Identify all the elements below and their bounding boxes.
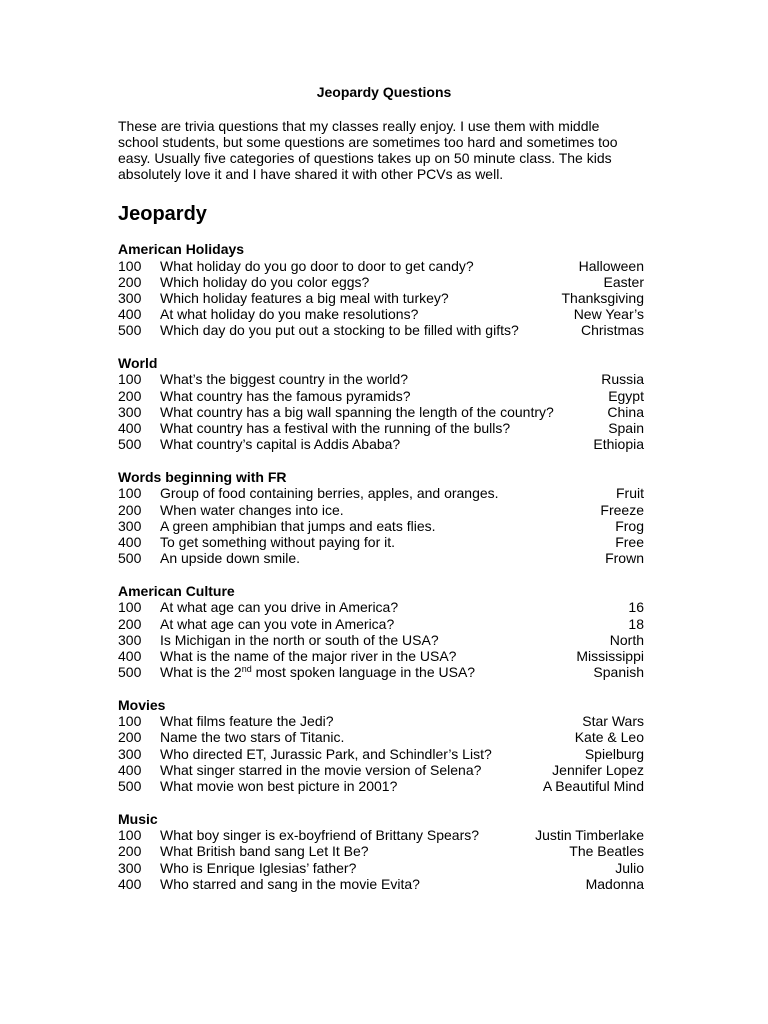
question-text: Name the two stars of Titanic. [160,729,345,746]
question-row [118,518,644,534]
question-row [118,664,644,680]
question-points: 400 [118,533,142,550]
question-row [118,306,644,322]
question-row [118,502,644,518]
question-points: 100 [118,371,142,388]
question-answer: Freeze [600,501,644,518]
intro-line: These are trivia questions that my classes really enjoy. I use them with middle [118,118,600,134]
question-row [118,388,644,404]
question-answer: Russia [601,371,644,388]
question-answer: Spielburg [584,745,644,762]
question-text: A green amphibian that jumps and eats flies. [160,517,436,534]
question-text-part: What is the 2 [160,664,242,681]
question-row [118,404,644,420]
question-points: 200 [118,615,142,632]
question-text: What country has the famous pyramids? [160,387,411,404]
question-points: 200 [118,729,142,746]
question-points: 500 [118,550,142,567]
category-name: Words beginning with FR [118,468,287,485]
section-heading: Jeopardy [118,203,207,225]
question-points: 400 [118,875,142,892]
category-name: Music [118,810,158,827]
category-block [118,469,644,566]
question-row [118,485,644,501]
question-points: 200 [118,273,142,290]
question-answer: A Beautiful Mind [542,778,644,794]
document-title: Jeopardy Questions [316,84,452,100]
question-points: 300 [118,859,142,876]
question-points: 400 [118,761,142,778]
question-row [118,860,644,876]
question-text: Group of food containing berries, apples, and oranges. [160,485,499,502]
category-block [118,697,644,794]
question-points: 300 [118,631,142,648]
question-answer: Spain [608,420,644,436]
question-points: 100 [118,713,142,730]
question-text [160,664,475,680]
question-answer: North [609,631,644,648]
question-row [118,322,644,338]
category-block [118,355,644,452]
question-row [118,713,644,729]
question-answer: Egypt [608,387,644,404]
question-answer: Spanish [593,664,644,681]
question-text: Who directed ET, Jurassic Park, and Schindler’s List? [160,745,492,762]
question-row [118,371,644,387]
question-row [118,436,644,452]
question-text: What films feature the Jedi? [160,713,334,730]
question-points: 300 [118,517,142,534]
question-answer: Justin Timberlake [535,827,644,844]
question-points: 200 [118,387,142,404]
question-answer: Frown [605,550,644,567]
question-text: What singer starred in the movie version of Selena? [160,761,482,778]
question-answer: Star Wars [582,713,644,730]
question-answer: Free [615,533,644,550]
question-text: What country has a festival with the running of the bulls? [160,420,511,436]
question-answer: Madonna [585,875,644,892]
question-row [118,843,644,859]
question-answer: China [607,403,644,420]
question-row [118,420,644,436]
question-answer: Fruit [616,485,644,502]
question-points: 100 [118,485,142,502]
category-name: Movies [118,696,166,713]
question-points: 100 [118,827,142,844]
category-name: American Culture [118,582,235,599]
question-text: When water changes into ice. [160,501,344,518]
category-name: American Holidays [118,241,245,257]
question-row [118,729,644,745]
question-points: 400 [118,647,142,664]
ordinal-superscript: nd [241,664,252,675]
category-block [118,811,644,892]
question-answer: Julio [615,859,644,876]
question-text: Which day do you put out a stocking to be filled with gifts? [160,322,519,339]
question-text: What’s the biggest country in the world? [160,371,408,388]
question-text: What movie won best picture in 2001? [160,778,398,794]
question-points: 100 [118,257,142,274]
question-answer: Christmas [580,322,644,339]
question-text: An upside down smile. [160,550,301,567]
question-text: To get something without paying for it. [160,533,396,550]
question-answer: Kate & Leo [574,729,644,746]
question-answer: Halloween [578,257,644,274]
question-text: What holiday do you go door to door to get candy? [160,257,474,274]
question-text: What boy singer is ex-boyfriend of Brittany Spears? [160,827,480,844]
question-row [118,599,644,615]
question-row [118,534,644,550]
question-points: 100 [118,599,142,616]
question-points: 400 [118,306,142,323]
question-answer: 18 [628,615,644,632]
category-name: World [118,354,158,371]
question-text: At what age can you drive in America? [160,599,399,616]
question-points: 500 [118,322,142,339]
question-points: 500 [118,436,142,453]
question-row [118,632,644,648]
question-answer: Thanksgiving [561,289,644,306]
question-row [118,616,644,632]
question-row [118,290,644,306]
category-list [118,241,644,908]
category-block [118,583,644,680]
question-row [118,258,644,274]
question-row [118,827,644,843]
question-text: Which holiday features a big meal with turkey? [160,289,449,306]
question-row [118,746,644,762]
question-text: Which holiday do you color eggs? [160,273,370,290]
intro-line: school students, but some questions are sometimes too hard and sometimes too [118,134,618,150]
question-points: 300 [118,745,142,762]
question-row [118,274,644,290]
question-points: 500 [118,778,142,794]
question-points: 200 [118,843,142,860]
question-text: What country has a big wall spanning the length of the country? [160,403,554,420]
question-text-part: most spoken language in the USA? [251,664,476,681]
question-row [118,762,644,778]
question-points: 200 [118,501,142,518]
category-block [118,241,644,338]
question-answer: Jennifer Lopez [552,761,644,778]
question-answer: Frog [615,517,644,534]
question-answer: The Beatles [569,843,644,860]
question-row [118,778,644,794]
question-text: Who is Enrique Iglesias’ father? [160,859,357,876]
question-answer: 16 [628,599,644,616]
question-answer: New Year’s [573,306,644,323]
intro-line: easy. Usually five categories of questions takes up on 50 minute class. The kids [118,150,612,166]
question-text: At what holiday do you make resolutions? [160,306,419,323]
question-points: 300 [118,289,142,306]
question-text: Who starred and sang in the movie Evita? [160,875,420,892]
question-text: What country’s capital is Addis Ababa? [160,436,401,453]
question-points: 500 [118,664,142,681]
question-text: Is Michigan in the north or south of the USA? [160,631,439,648]
question-row [118,876,644,892]
question-points: 400 [118,420,142,436]
intro-paragraph [118,118,638,182]
question-text: What British band sang Let It Be? [160,843,369,860]
question-row [118,550,644,566]
question-answer: Ethiopia [593,436,644,453]
question-text: At what age can you vote in America? [160,615,395,632]
intro-line: absolutely love it and I have shared it with other PCVs as well. [118,166,504,182]
question-points: 300 [118,403,142,420]
question-text: What is the name of the major river in the USA? [160,647,457,664]
question-row [118,648,644,664]
question-answer: Mississippi [576,647,644,664]
question-answer: Easter [603,273,644,290]
